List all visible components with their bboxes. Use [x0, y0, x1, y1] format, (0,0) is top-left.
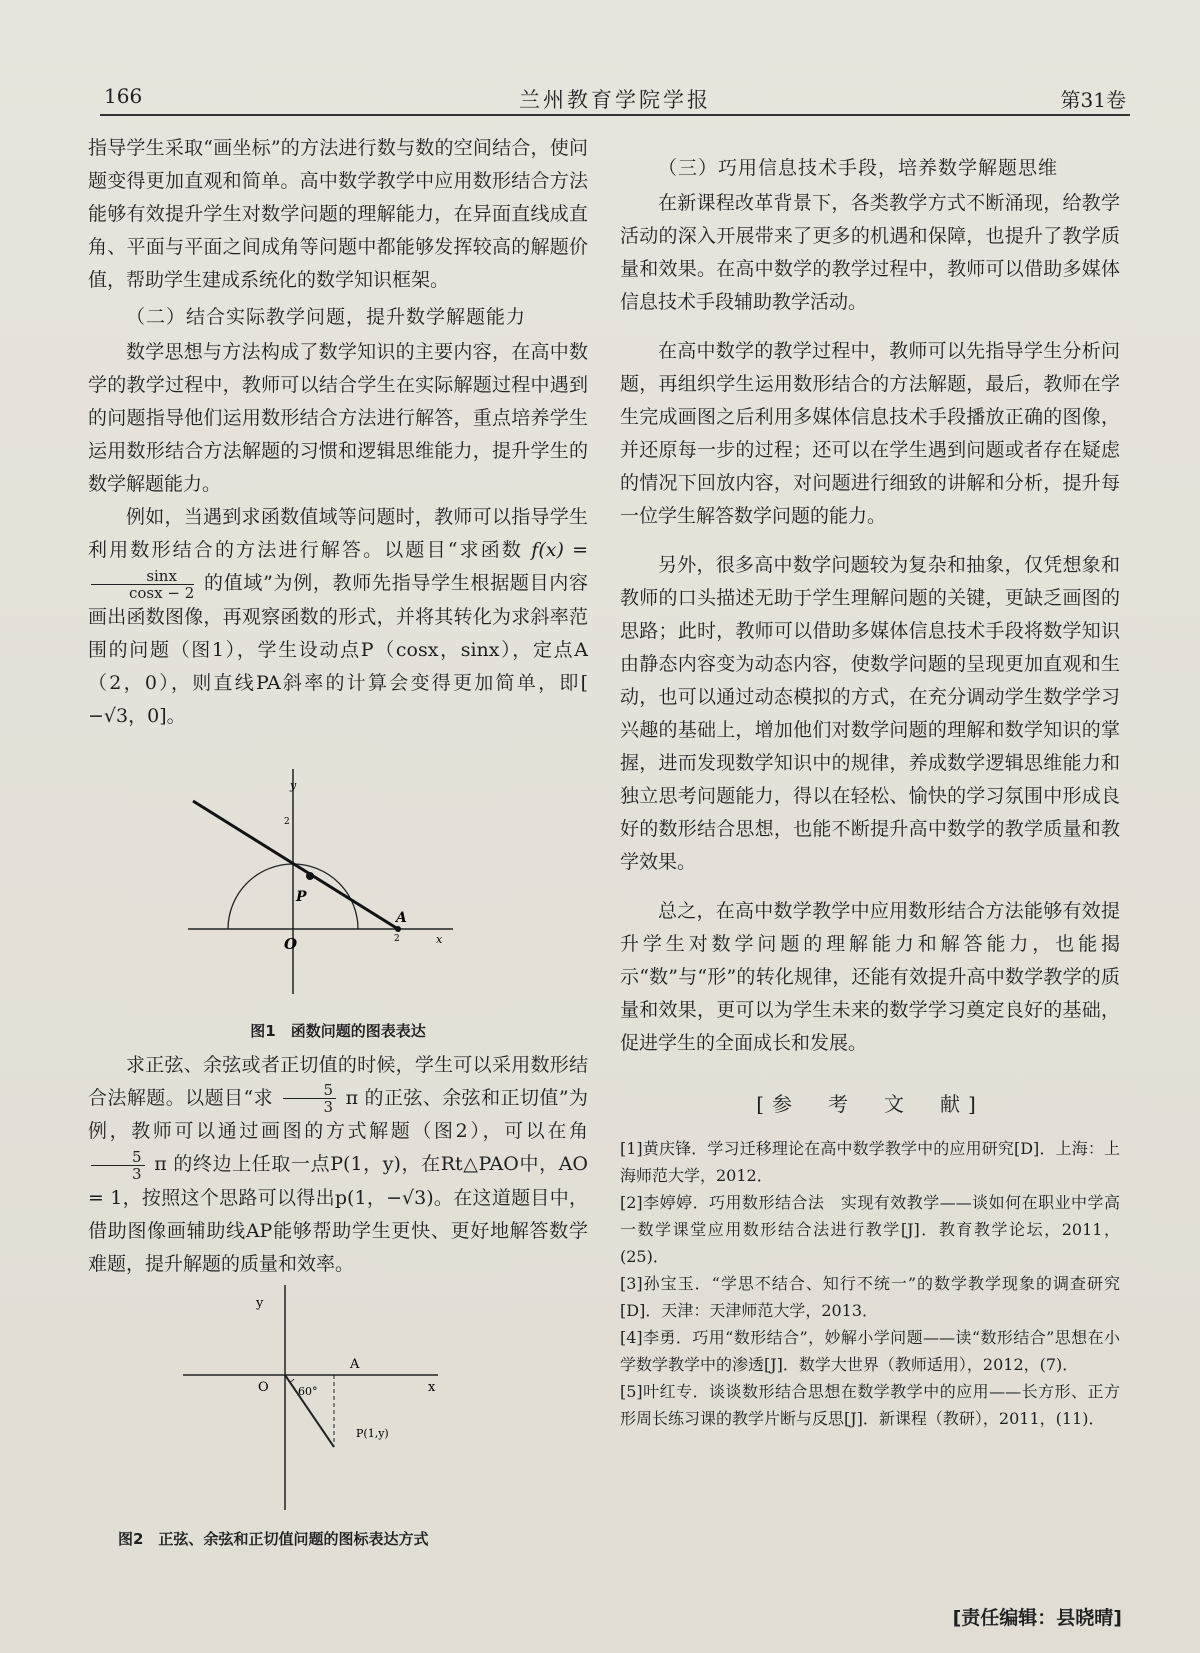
function-label: f(x) = — [531, 539, 588, 561]
x-axis-label: x — [436, 932, 443, 946]
fraction-denominator: 3 — [132, 1164, 142, 1183]
text-run: π 的终边上任取一点P(1，y)，在Rt△PAO中，AO = 1，按照这个思路可以得出p(1，−√3)。在这道题目中，借助图像画辅助线AP能够帮助学生更快、更好地解答数学难题，提升解题的质量和效率。 — [88, 1153, 588, 1275]
fraction-numerator: sinx — [91, 568, 194, 585]
figure-1-graph — [88, 739, 588, 1009]
x-tick-label: 2 — [394, 933, 400, 944]
journal-title: 兰州教育学院学报 — [519, 88, 711, 112]
point-p — [306, 872, 314, 880]
angle-label: 60° — [298, 1384, 318, 1398]
reference-item: [4]李勇．巧用“数形结合”，妙解小学问题——读“数形结合”思想在小学数学教学中的渗透[J]．数学大世界（教师适用），2012，(7)． — [620, 1328, 1120, 1374]
paragraph: 在高中数学的教学过程中，教师可以先指导学生分析问题，再组织学生运用数形结合的方法解题，最后，教师在学生完成画图之后利用多媒体信息技术手段播放正确的图像，并还原每一步的过程；还可以在学生遇到问题或者存在疑虑的情况下回放内容，对问题进行细致的讲解和分析，提升每一位学生解答数学问题的能力。 — [620, 340, 1120, 527]
p-label: P(1,y) — [356, 1426, 389, 1440]
spacer — [620, 319, 1120, 335]
fraction-numerator: 5 — [283, 1082, 337, 1099]
page-number: 166 — [104, 84, 143, 108]
text-run: 的值域”为例，教师先指导学生根据题目内容画出函数图像，再观察函数的形式，并将其转化为求斜率范围的问题（图1），学生设动点P（cosx，sinx），定点A（2，0），则直线PA斜率的计算会变得更加简单，即[ −√3，0]。 — [88, 572, 588, 727]
x-axis-label: x — [428, 1379, 436, 1395]
paragraph: 在新课程改革背景下，各类教学方式不断涌现，给教学活动的深入开展带来了更多的机遇和保障，也提升了教学质量和效果。在高中数学的教学过程中，教师可以借助多媒体信息技术手段辅助教学活动。 — [620, 192, 1120, 313]
figure-1 — [88, 739, 588, 1039]
paragraph: 总之，在高中数学教学中应用数形结合方法能够有效提升学生对数学问题的理解能力和解答能力，也能揭示“数”与“形”的转化规律，还能有效提升高中数学教学的质量和效果，更可以为学生未来的数学学习奠定良好的基础，促进学生的全面成长和发展。 — [620, 900, 1120, 1054]
right-column — [620, 148, 1120, 1432]
point-a — [395, 926, 401, 932]
p-label: P — [296, 888, 307, 905]
fraction — [283, 1082, 337, 1115]
spacer — [620, 879, 1120, 895]
paragraph — [88, 501, 588, 733]
line-pa — [193, 801, 398, 929]
paragraph — [88, 1049, 588, 1281]
fraction — [91, 568, 194, 601]
a-label: A — [396, 909, 407, 926]
a-label: A — [350, 1356, 360, 1372]
y-tick-label: 2 — [284, 816, 290, 827]
reference-item: [5]叶红专．谈谈数形结合思想在数学教学中的应用——长方形、正方形周长练习课的教学片断与反思[J]．新课程（教研），2011，(11)． — [620, 1382, 1120, 1428]
volume-label: 第31卷 — [1060, 88, 1126, 112]
figure-1-caption: 图1 函数问题的图表表达 — [250, 1021, 426, 1040]
text-run: π 的正弦、余弦和正切值”为例，教师可以通过画图的方式解题（图2），可以在角 — [88, 1086, 588, 1142]
left-column — [88, 132, 588, 1548]
spacer — [620, 533, 1120, 549]
fraction-numerator: 5 — [91, 1149, 145, 1166]
figure-2-graph — [88, 1285, 588, 1517]
page-header — [100, 70, 1130, 116]
text-run: 求正弦、余弦或者正切值的时候，学生可以采用数形结合法解题。以题目“求 — [88, 1053, 588, 1109]
section-heading: （二）结合实际教学问题，提升数学解题能力 — [126, 306, 527, 328]
origin-label: O — [258, 1379, 269, 1395]
section-heading: （三）巧用信息技术手段，培养数学解题思维 — [658, 157, 1059, 179]
paragraph: 指导学生采取“画坐标”的方法进行数与数的空间结合，使问题变得更加直观和简单。高中数学教学中应用数形结合方法能够有效提升学生对数学问题的理解能力，在异面直线成直角、平面与平面之间成角等问题中都能够发挥较高的解题价值，帮助学生建成系统化的数学知识框架。 — [88, 137, 588, 291]
y-axis-label: y — [256, 1295, 264, 1311]
figure-2 — [88, 1285, 588, 1548]
paragraph: 另外，很多高中数学问题较为复杂和抽象，仅凭想象和教师的口头描述无助于学生理解问题的关键，更缺乏画图的思路；此时，教师可以借助多媒体信息技术手段将数学知识由静态内容变为动态内容，使数学问题的呈现更加直观和生动，也可以通过动态模拟的方式，在充分调动学生数学学习兴趣的基础上，增加他们对数学问题的理解和数学知识的掌握，进而发现数学知识中的规律，养成数学逻辑思维能力和独立思考问题能力，得以在轻松、愉快的学习氛围中形成良好的数形结合思想，也能不断提升高中数学的教学质量和教学效果。 — [620, 554, 1120, 873]
fraction-denominator: cosx − 2 — [129, 583, 195, 602]
reference-item: [2]李婷婷．巧用数形结合法 实现有效教学——谈如何在职业中学高一数学课堂应用数形结合法进行教学[J]．教育教学论坛，2011，(25)． — [620, 1193, 1120, 1266]
responsible-editor: [责任编辑：县晓晴] — [952, 1607, 1122, 1629]
text-run: 例如，当遇到求函数值域等问题时，教师可以指导学生利用数形结合的方法进行解答。以题目“求函数 — [88, 506, 588, 561]
origin-label: O — [284, 934, 298, 953]
references-heading: [参 考 文 献] — [756, 1092, 984, 1116]
figure-2-caption: 图2 正弦、余弦和正切值问题的图标表达方式 — [118, 1529, 429, 1548]
fraction — [91, 1149, 145, 1182]
reference-item: [3]孙宝玉．“学思不结合、知行不统一”的数学教学现象的调查研究[D]．天津：天津师范大学，2013． — [620, 1274, 1120, 1320]
reference-item: [1]黄庆锋．学习迁移理论在高中数学教学中的应用研究[D]．上海：上海师范大学，2012． — [620, 1139, 1120, 1185]
paragraph: 数学思想与方法构成了数学知识的主要内容，在高中数学的教学过程中，教师可以结合学生在实际解题过程中遇到的问题指导他们运用数形结合方法进行解答，重点培养学生运用数形结合方法解题的习惯和逻辑思维能力，提升学生的数学解题能力。 — [88, 341, 588, 495]
fraction-denominator: 3 — [323, 1098, 334, 1116]
y-axis-label: y — [290, 778, 297, 792]
